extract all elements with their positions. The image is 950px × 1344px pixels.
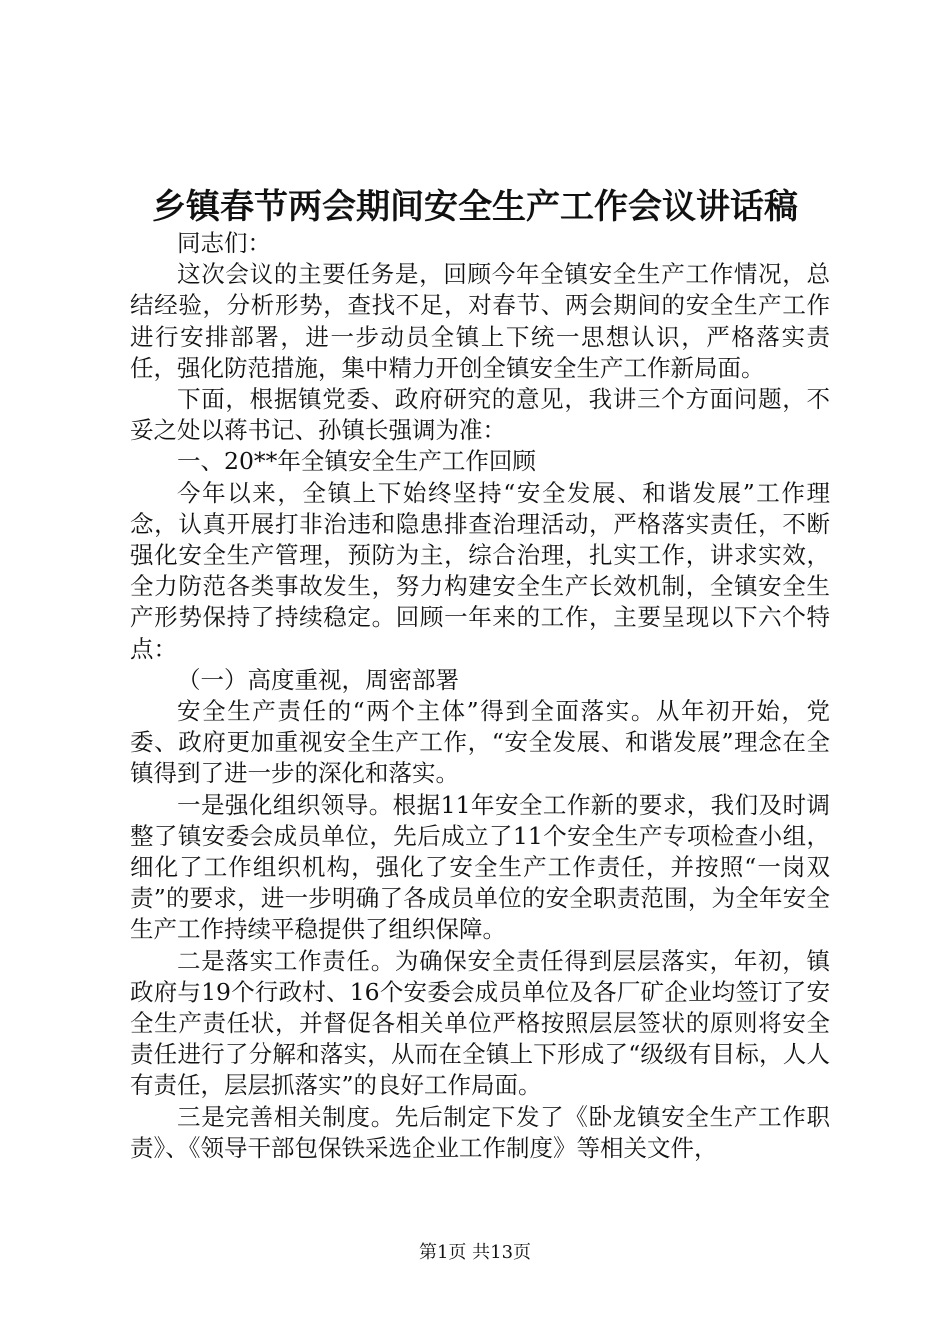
body-paragraph: 二是落实工作责任。为确保安全责任得到层层落实，年初，镇政府与19个行政村、16个安委会成员单位及各厂矿企业均签订了安全生产责任状，并督促各相关单位严格按照层层签状的原则将安全责任进行了分解和落实，从而在全镇上下形成了“级级有目标，人人有责任，层层抓落实”的良好工作局面。 — [130, 946, 830, 1100]
body-paragraph: 三是完善相关制度。先后制定下发了《卧龙镇安全生产工作职责》、《领导干部包保铁采选企业工作制度》等相关文件， — [130, 1102, 830, 1162]
subsection-heading: （一）高度重视，周密部署 — [177, 665, 459, 694]
section-heading: 一、20**年全镇安全生产工作回顾 — [177, 447, 536, 476]
document-title: 乡镇春节两会期间安全生产工作会议讲话稿 — [152, 187, 798, 227]
page-number-footer: 第1页 共13页 — [418, 1242, 532, 1263]
document-body — [130, 228, 830, 1164]
body-paragraph: 下面，根据镇党委、政府研究的意见，我讲三个方面问题，不妥之处以蒋书记、孙镇长强调为准： — [130, 385, 830, 445]
body-paragraph: 这次会议的主要任务是，回顾今年全镇安全生产工作情况，总结经验，分析形势，查找不足，对春节、两会期间的安全生产工作进行安排部署，进一步动员全镇上下统一思想认识，严格落实责任，强化防范措施，集中精力开创全镇安全生产工作新局面。 — [130, 260, 830, 382]
body-paragraph: 安全生产责任的“两个主体”得到全面落实。从年初开始，党委、政府更加重视安全生产工作，“安全发展、和谐发展”理念在全镇得到了进一步的深化和落实。 — [130, 697, 830, 788]
body-paragraph: 今年以来，全镇上下始终坚持“安全发展、和谐发展”工作理念，认真开展打非治违和隐患排查治理活动，严格落实责任，不断强化安全生产管理，预防为主，综合治理，扎实工作，讲求实效，全力防范各类事故发生，努力构建安全生产长效机制，全镇安全生产形势保持了持续稳定。回顾一年来的工作，主要呈现以下六个特点： — [130, 478, 830, 663]
greeting-paragraph: 同志们： — [177, 229, 271, 257]
body-paragraph: 一是强化组织领导。根据11年安全工作新的要求，我们及时调整了镇安委会成员单位，先后成立了11个安全生产专项检查小组，细化了工作组织机构，强化了安全生产工作责任，并按照“一岗双责”的要求，进一步明确了各成员单位的安全职责范围，为全年安全生产工作持续平稳提供了组织保障。 — [130, 790, 830, 944]
